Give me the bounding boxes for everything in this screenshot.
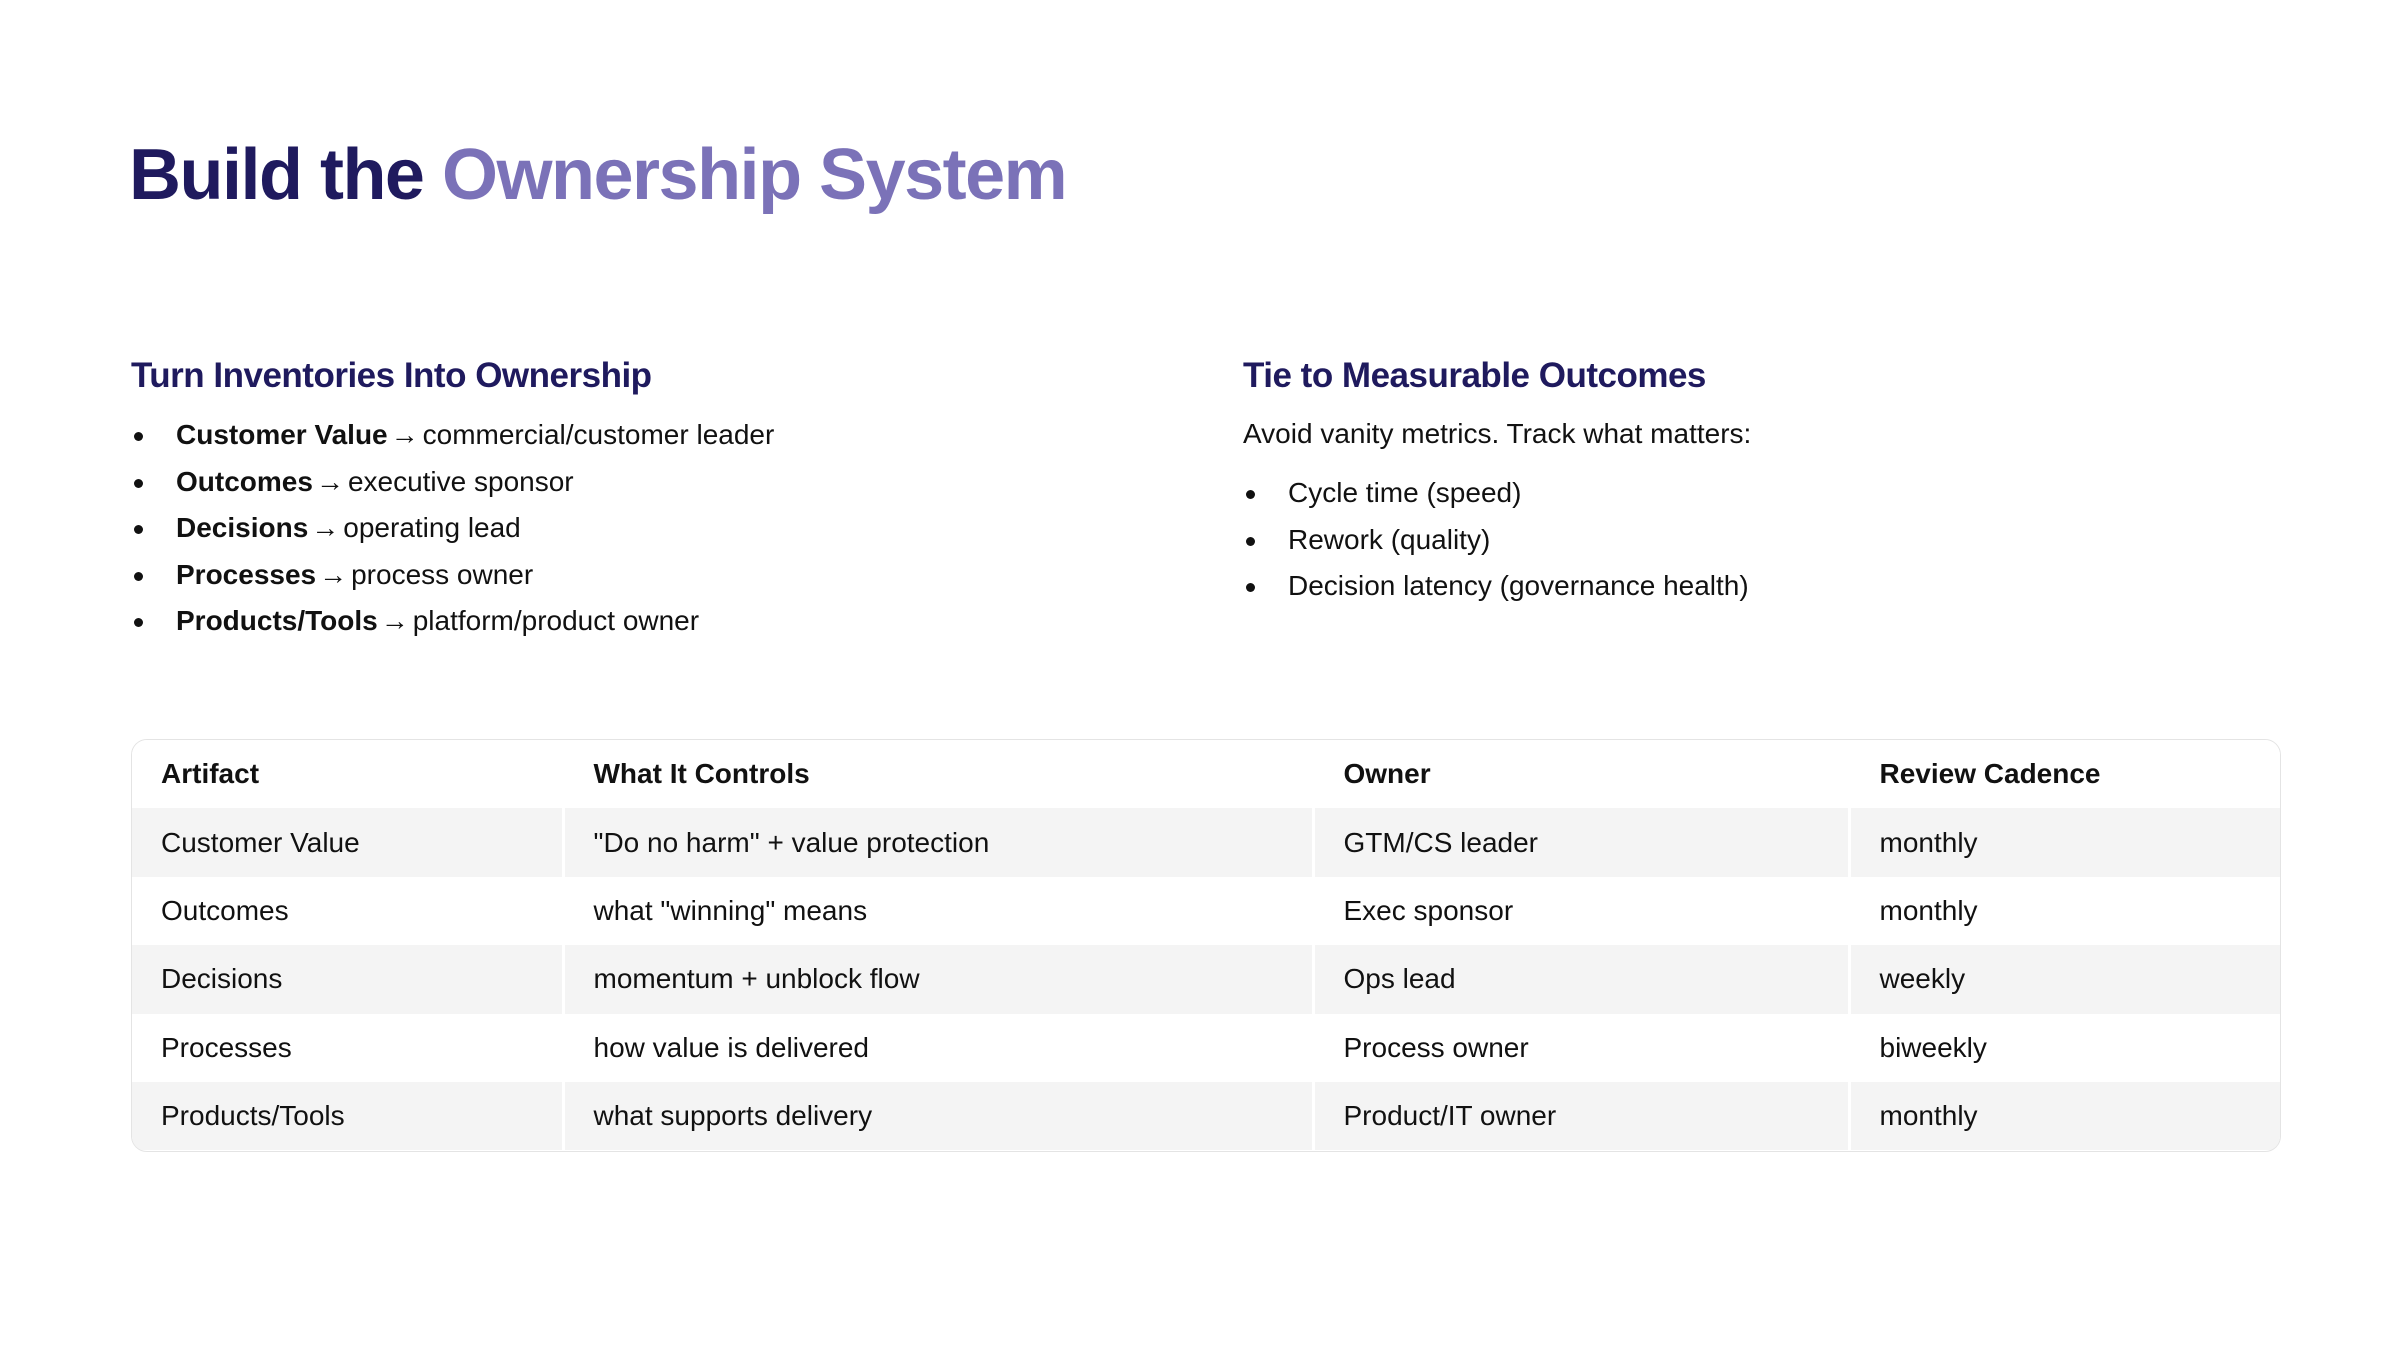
owner-cell: Ops lead	[1313, 945, 1849, 1013]
ownership-list	[131, 412, 1181, 645]
cadence-cell: monthly	[1849, 1082, 2280, 1150]
column-header-what-it-controls: What It Controls	[563, 740, 1313, 808]
artifact-cell: Products/Tools	[132, 1082, 563, 1150]
ownership-item-owner: commercial/customer leader	[422, 419, 775, 450]
metric-item: Decision latency (governance health)	[1243, 563, 2293, 610]
arrow-right-icon: →	[390, 419, 419, 450]
outcomes-heading: Tie to Measurable Outcomes	[1243, 356, 1706, 395]
owner-cell: Product/IT owner	[1313, 1082, 1849, 1150]
controls-cell: what supports delivery	[563, 1082, 1313, 1150]
ownership-item-artifact: Customer Value	[176, 419, 388, 450]
ownership-item-owner: process owner	[351, 558, 534, 590]
ownership-item-artifact: Outcomes	[176, 465, 313, 497]
column-header-owner: Owner	[1313, 740, 1849, 808]
cadence-cell: biweekly	[1849, 1014, 2280, 1082]
controls-cell: how value is delivered	[563, 1014, 1313, 1082]
metric-item: Cycle time (speed)	[1243, 470, 2293, 517]
table-row	[132, 945, 2280, 1013]
controls-cell: "Do no harm" + value protection	[563, 808, 1313, 876]
cadence-cell: weekly	[1849, 945, 2280, 1013]
ownership-item	[131, 598, 1181, 645]
table-row	[132, 1082, 2280, 1150]
ownership-item-owner: platform/product owner	[412, 605, 700, 636]
controls-cell: momentum + unblock flow	[563, 945, 1313, 1013]
ownership-heading: Turn Inventories Into Ownership	[131, 356, 652, 395]
title-part-dark: Build the	[129, 135, 424, 215]
ownership-item-owner: executive sponsor	[347, 465, 574, 497]
outcomes-section	[1243, 352, 2293, 610]
arrow-right-icon: →	[380, 605, 409, 636]
ownership-item-artifact: Processes	[176, 558, 317, 590]
cadence-cell: monthly	[1849, 877, 2280, 945]
outcomes-intro: Avoid vanity metrics. Track what matters:	[1243, 418, 1752, 449]
table-header-row	[132, 740, 2280, 808]
table-row	[132, 808, 2280, 876]
controls-cell: what "winning" means	[563, 877, 1313, 945]
table-row	[132, 1014, 2280, 1082]
artifact-cell: Processes	[132, 1014, 563, 1082]
artifact-cell: Decisions	[132, 945, 563, 1013]
artifact-cell: Outcomes	[132, 877, 563, 945]
ownership-item-artifact: Products/Tools	[176, 605, 378, 636]
metrics-list	[1243, 470, 2293, 610]
ownership-section	[131, 352, 1181, 645]
ownership-item-artifact: Decisions	[176, 512, 309, 543]
page-title	[129, 136, 1066, 215]
ownership-item	[131, 459, 1181, 506]
cadence-cell: monthly	[1849, 808, 2280, 876]
ownership-item	[131, 412, 1181, 459]
ownership-item-owner: operating lead	[343, 512, 521, 543]
owner-cell: Exec sponsor	[1313, 877, 1849, 945]
arrow-right-icon: →	[315, 465, 344, 497]
ownership-item	[131, 505, 1181, 552]
owner-cell: Process owner	[1313, 1014, 1849, 1082]
owner-cell: GTM/CS leader	[1313, 808, 1849, 876]
column-header-artifact: Artifact	[132, 740, 563, 808]
table-row	[132, 877, 2280, 945]
arrow-right-icon: →	[319, 558, 348, 590]
metric-item: Rework (quality)	[1243, 517, 2293, 564]
artifact-cell: Customer Value	[132, 808, 563, 876]
ownership-table	[131, 739, 2281, 1152]
column-header-review-cadence: Review Cadence	[1849, 740, 2280, 808]
arrow-right-icon: →	[311, 512, 340, 543]
ownership-item	[131, 552, 1181, 599]
title-part-accent: Ownership System	[441, 135, 1067, 215]
